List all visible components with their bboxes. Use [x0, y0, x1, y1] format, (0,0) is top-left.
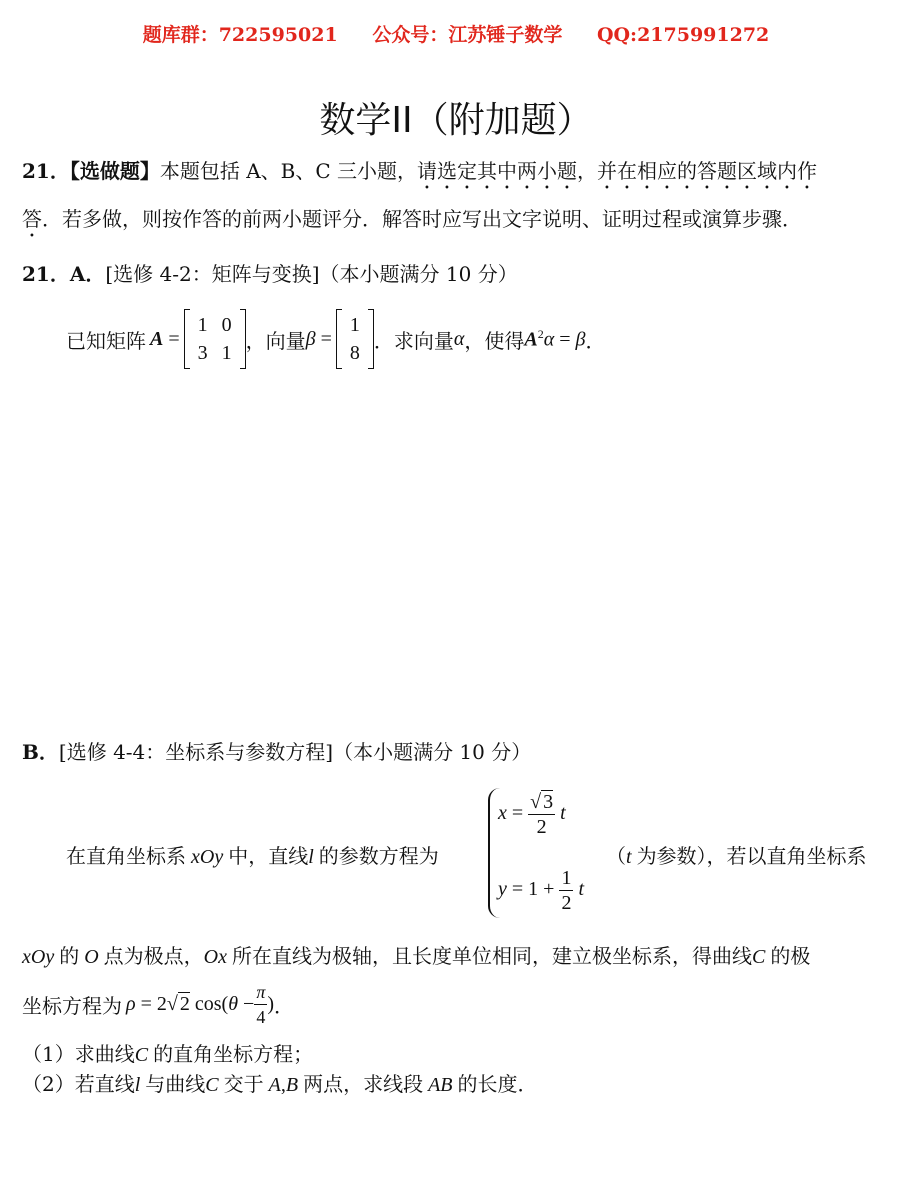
param-eq-x: x = $\frac{√ 3}{2}$ t	[498, 791, 566, 838]
q21-intro-line2	[22, 203, 802, 242]
matrix-A	[184, 309, 246, 369]
partB-text-3: 的参数方程为	[318, 844, 439, 868]
partB-q2-c: 交于	[223, 1072, 264, 1096]
partB-q2: （2）若直线l 与曲线C 交于 A,B 两点，求线段 AB 的长度．	[22, 1072, 538, 1096]
partB-line2-a: 的	[59, 944, 80, 968]
partB-line3: 坐标方程为 ρ = 2√ 2 cos(θ − $\frac{\pi}{4}$ ) ．	[22, 981, 295, 1027]
partA-text-1: 已知矩阵	[66, 328, 146, 353]
partB-line2-d: 的极	[770, 944, 811, 968]
q21-tag: 【选做题】	[69, 159, 160, 183]
partA-statement: 已知矩阵 A = 1 0 3 1 ，向量 β = 1 8 ．求向量 α ，使得 $A^2\alpha = \beta$ ．	[66, 306, 605, 372]
partB-q2-e: 的长度．	[457, 1072, 538, 1096]
partB-q1-b: 的直角坐标方程；	[153, 1042, 314, 1066]
page-title: 数学II（附加题）	[319, 100, 593, 141]
q21-number: 21．	[22, 159, 70, 183]
banner-account: 公众号：江苏锤子数学	[372, 24, 563, 46]
partB-line2-b: 点为极点，	[103, 944, 204, 968]
partB-q1: （1）求曲线C 的直角坐标方程；	[22, 1042, 314, 1066]
partB-q2-b: 与曲线	[145, 1072, 206, 1096]
partB-text-2: 中，直线	[228, 844, 309, 868]
partB-text-1: 在直角坐标系	[66, 844, 186, 868]
header-banner	[0, 20, 912, 47]
partA-text-3: ．求向量	[373, 328, 454, 353]
q21-intro-line1	[22, 155, 817, 194]
partA-header-text: [选修 4-2：矩阵与变换]（本小题满分 10 分）	[105, 262, 518, 286]
partA-text-4: ，使得	[464, 328, 525, 353]
partB-line2: xOy 的 O 点为极点，Ox 所在直线为极轴，且长度单位相同，建立极坐标系，得曲线C 的极	[22, 944, 811, 968]
partB-line1: 在直角坐标系 xOy 中，直线l 的参数方程为	[66, 844, 439, 868]
partB-text-4: （	[606, 844, 626, 868]
partB-q2-a: （2）若直线	[22, 1072, 135, 1096]
vector-beta-cell: 8	[349, 342, 360, 364]
partA-text-2: ，向量	[245, 328, 306, 353]
partA-end: ．	[585, 328, 606, 353]
partB-header-text: [选修 4-4：坐标系与参数方程]（本小题满分 10 分）	[58, 740, 532, 764]
q21-dotted-part1: 请选定其中两小题，并在相应的答题区域内作	[417, 159, 818, 183]
param-eq-y: y = 1 + $\frac{1}{2}$ t	[498, 867, 585, 914]
partA-label: 21．A．	[22, 262, 106, 286]
partB-header	[22, 736, 531, 765]
q21-intro-a: 本题包括 A、B、C 三小题，	[159, 159, 418, 183]
partB-line1-tail: （t 为参数），若以直角坐标系	[606, 844, 867, 868]
partB-line3-a: 坐标方程为	[22, 993, 122, 1018]
partB-q2-d: 两点，求线段	[303, 1072, 424, 1096]
q21-dotted-part2: 答	[22, 207, 42, 231]
banner-qq: QQ:2175991272	[596, 24, 770, 46]
partB-q1-a: （1）求曲线	[22, 1042, 135, 1066]
vector-beta-cell: 1	[349, 314, 360, 336]
matrix-A-cell: 3	[197, 342, 208, 364]
partB-text-5: 为参数），若以直角坐标系	[636, 844, 867, 868]
matrix-A-cell: 1	[221, 342, 232, 364]
partA-header	[22, 258, 518, 287]
matrix-A-cell: 0	[221, 314, 232, 336]
vector-beta	[336, 309, 374, 369]
matrix-A-cell: 1	[197, 314, 208, 336]
q21-intro-b: ．若多做，则按作答的前两小题评分．解答时应写出文字说明、证明过程或演算步骤．	[42, 207, 802, 231]
banner-group: 题库群：722595021	[142, 24, 338, 46]
partB-line2-c: 所在直线为极轴，且长度单位相同，建立极坐标系，得曲线	[231, 944, 752, 968]
partB-label: B．	[22, 740, 59, 764]
